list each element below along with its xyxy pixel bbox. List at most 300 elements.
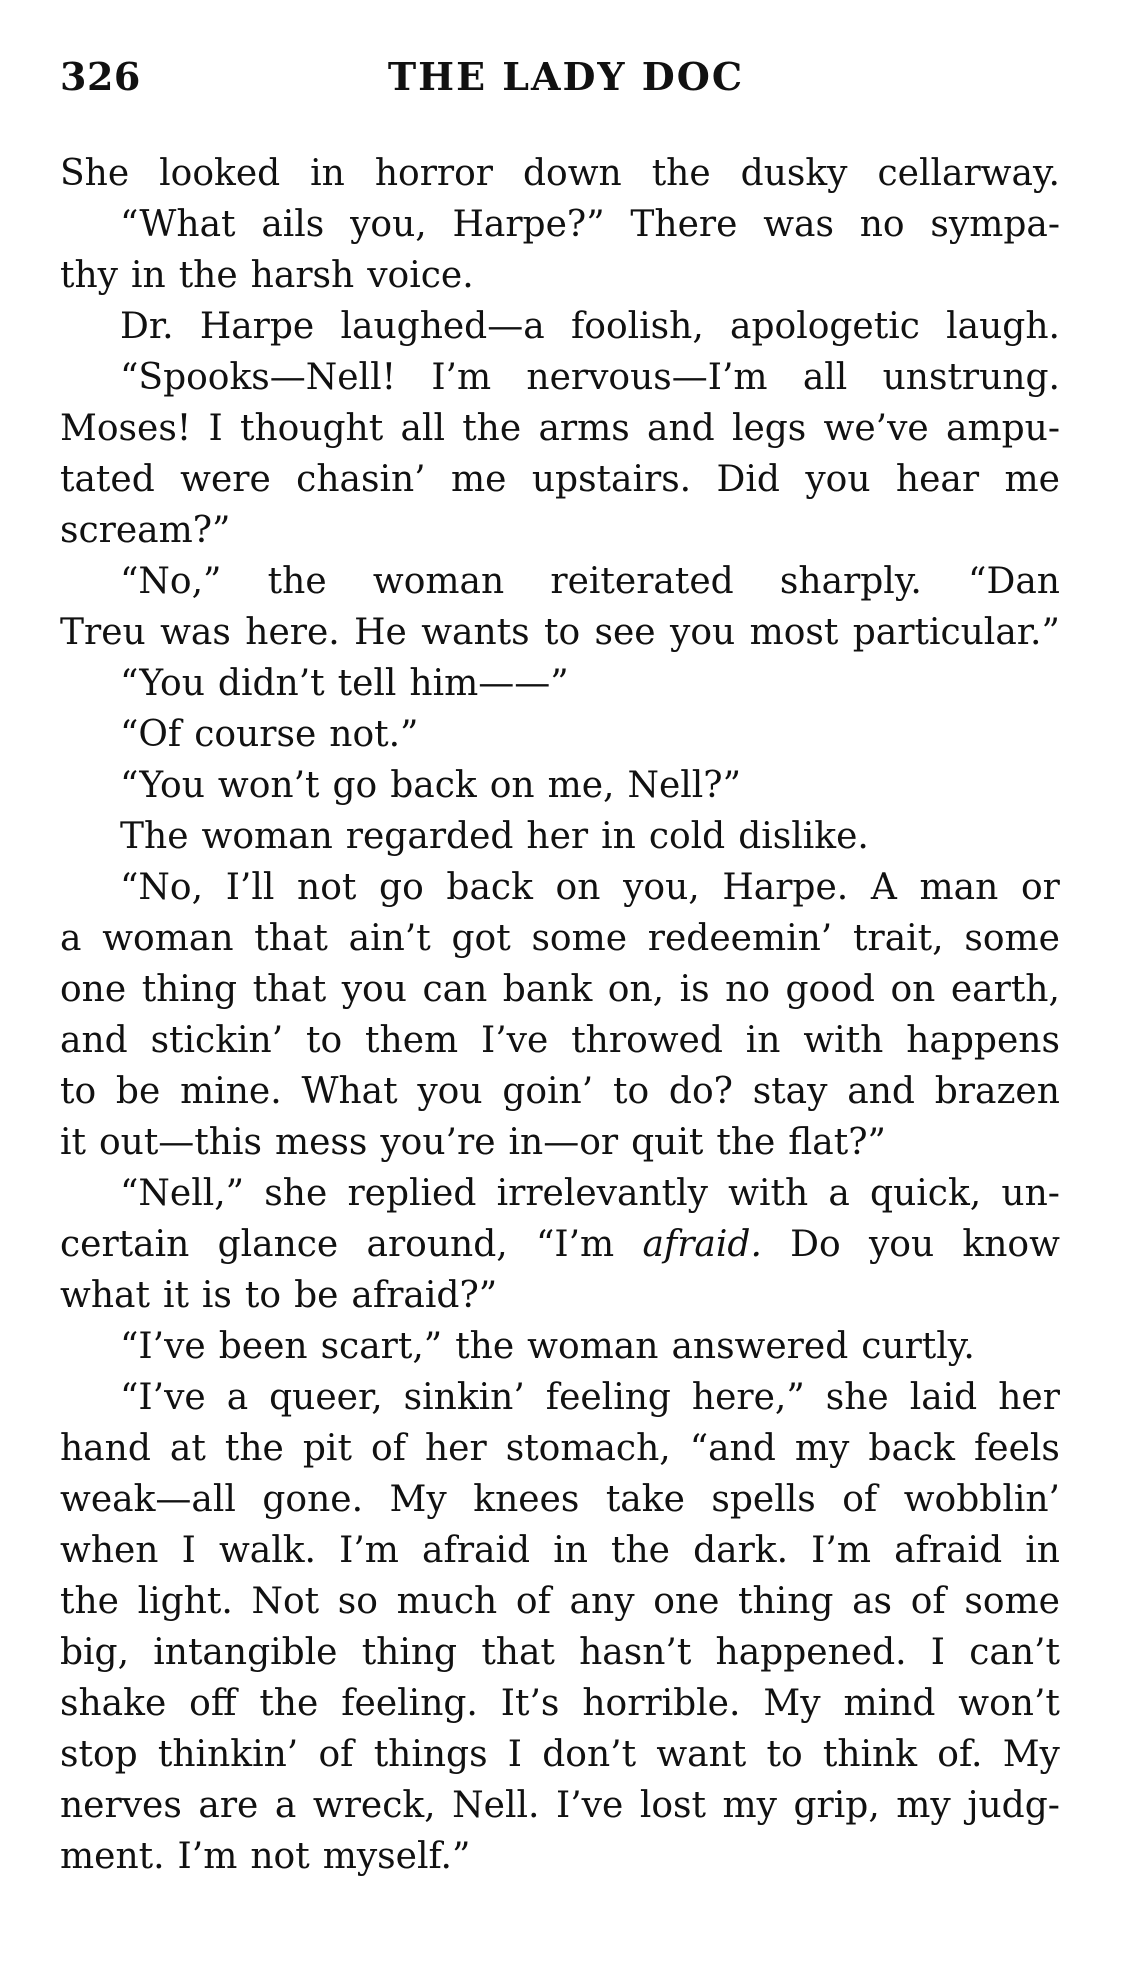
word: one: [653, 1581, 720, 1622]
word: stickin’: [150, 1020, 284, 1061]
word: much: [396, 1581, 498, 1622]
word: one: [60, 969, 127, 1010]
word: curtly.: [861, 1326, 975, 1367]
word: regarded: [345, 816, 514, 857]
word: Treu: [60, 612, 146, 653]
word: the: [224, 1428, 284, 1469]
text-line: [60, 556, 1060, 607]
word: sinkin’: [403, 1377, 525, 1418]
word: be: [294, 1275, 339, 1316]
word: horrible.: [582, 1683, 741, 1724]
text-line: [60, 760, 1060, 811]
word: Harpe: [199, 306, 315, 347]
word: a: [274, 1785, 297, 1826]
word: throwed: [571, 1020, 723, 1061]
word: legs: [731, 408, 807, 449]
word: thought: [240, 408, 384, 449]
word: quit: [631, 1122, 704, 1163]
word: trait,: [853, 918, 944, 959]
word: of: [910, 1581, 946, 1622]
word: and: [847, 1071, 915, 1112]
word: the: [611, 1530, 670, 1571]
body-text: [60, 148, 1060, 1882]
word: them: [365, 1020, 459, 1061]
word: laughed—a: [340, 306, 545, 347]
word: intangible: [153, 1632, 338, 1673]
word: queer,: [269, 1377, 383, 1418]
word: grip,: [793, 1785, 880, 1826]
word: goin’: [502, 1071, 594, 1112]
word: was: [763, 204, 834, 245]
text-line: [60, 1117, 1060, 1168]
word: afraid.: [642, 1224, 762, 1265]
word: voice.: [367, 255, 474, 296]
word: in: [310, 153, 345, 194]
word: mess: [274, 1122, 368, 1163]
word: “Spooks—Nell!: [120, 357, 397, 398]
word: stay: [752, 1071, 828, 1112]
word: ails: [261, 204, 325, 245]
word: shake: [60, 1683, 167, 1724]
word: to: [306, 1020, 343, 1061]
word: go: [332, 765, 378, 806]
word: woman: [102, 918, 234, 959]
word: thy: [60, 255, 118, 296]
word: can: [422, 969, 488, 1010]
word: go: [379, 867, 424, 908]
word: stop: [60, 1734, 138, 1775]
word: or: [1020, 867, 1060, 908]
word: in: [1025, 1530, 1060, 1571]
word: spells: [711, 1479, 816, 1520]
word: want: [656, 1734, 747, 1775]
word: tated: [60, 459, 155, 500]
word: of: [318, 1734, 354, 1775]
word: laugh.: [946, 306, 1060, 347]
word: dislike.: [738, 816, 869, 857]
word: some: [531, 918, 628, 959]
word: Moses!: [60, 408, 192, 449]
word: flat?”: [788, 1122, 886, 1163]
word: big,: [60, 1632, 130, 1673]
word: cellarway.: [877, 153, 1060, 194]
word: to: [544, 612, 581, 653]
text-line: [60, 1066, 1060, 1117]
word: hand: [60, 1428, 151, 1469]
text-line: [60, 1015, 1060, 1066]
word: chasin’: [296, 459, 426, 500]
word: feels: [973, 1428, 1060, 1469]
word: tell: [337, 663, 397, 704]
word: not: [297, 867, 357, 908]
word: my: [722, 1785, 777, 1826]
text-line: [60, 403, 1060, 454]
word: some: [964, 1581, 1060, 1622]
word: The: [120, 816, 189, 857]
text-line: [60, 1372, 1060, 1423]
word: of: [842, 1479, 878, 1520]
word: bank: [502, 969, 593, 1010]
word: thinkin’: [157, 1734, 299, 1775]
word: were: [180, 459, 271, 500]
text-line: [60, 454, 1060, 505]
word: certain: [60, 1224, 190, 1265]
word: you: [341, 969, 407, 1010]
word: Nell?”: [627, 765, 741, 806]
word: stomach,: [505, 1428, 671, 1469]
word: me: [1004, 459, 1060, 500]
word: man: [919, 867, 999, 908]
word: course: [194, 714, 317, 755]
text-line: [60, 199, 1060, 250]
word: pit: [302, 1428, 352, 1469]
word: foolish,: [570, 306, 704, 347]
word: she: [825, 1377, 889, 1418]
word: the: [60, 1581, 119, 1622]
word: I’ve: [481, 1020, 549, 1061]
word: feeling.: [341, 1683, 478, 1724]
word: as: [852, 1581, 893, 1622]
word: we’ve: [823, 408, 929, 449]
word: hasn’t: [579, 1632, 692, 1673]
word: “and: [689, 1428, 776, 1469]
word: Harpe.: [722, 867, 849, 908]
word: happens: [906, 1020, 1060, 1061]
word: all: [802, 357, 848, 398]
word: me: [451, 459, 507, 500]
word: my: [896, 1785, 951, 1826]
text-line: [60, 1474, 1060, 1525]
word: I: [930, 1632, 945, 1673]
word: the: [455, 1326, 515, 1367]
word: What: [301, 1071, 398, 1112]
word: wreck,: [312, 1785, 436, 1826]
word: I’m: [431, 357, 492, 398]
word: not.”: [329, 714, 419, 755]
word: A: [870, 867, 897, 908]
word: back: [868, 1428, 955, 1469]
word: in: [131, 255, 166, 296]
word: horror: [374, 153, 494, 194]
word: feeling: [545, 1377, 671, 1418]
word: been: [218, 1326, 308, 1367]
word: him——”: [409, 663, 569, 704]
word: nerves: [60, 1785, 182, 1826]
word: do?: [668, 1071, 733, 1112]
word: There: [630, 204, 738, 245]
word: to: [766, 1734, 803, 1775]
word: know: [962, 1224, 1060, 1265]
word: “You: [120, 663, 205, 704]
word: back: [446, 867, 533, 908]
word: the: [651, 153, 711, 194]
page-header: [60, 54, 1072, 110]
page-number: 326: [60, 54, 141, 99]
word: on: [890, 969, 936, 1010]
word: particular.”: [852, 612, 1060, 653]
word: woman: [527, 1326, 659, 1367]
word: it: [60, 1122, 86, 1163]
word: I’m: [339, 1530, 399, 1571]
word: on: [555, 867, 601, 908]
word: that: [254, 918, 328, 959]
word: wants: [421, 612, 530, 653]
word: Nell.: [452, 1785, 540, 1826]
word: thing: [141, 969, 238, 1010]
word: My: [389, 1479, 447, 1520]
word: un-: [1001, 1173, 1060, 1214]
text-line: [60, 1729, 1060, 1780]
word: won’t: [217, 765, 320, 806]
word: you: [670, 612, 736, 653]
word: and: [646, 408, 715, 449]
word: take: [605, 1479, 685, 1520]
word: I’ll: [225, 867, 275, 908]
word: irrelevantly: [496, 1173, 708, 1214]
text-line: [60, 1321, 1060, 1372]
word: unstrung.: [882, 357, 1060, 398]
word: the: [267, 561, 327, 602]
word: dark.: [693, 1530, 789, 1571]
word: “I’ve: [120, 1377, 206, 1418]
text-line: [60, 811, 1060, 862]
word: what: [60, 1275, 150, 1316]
word: wobblin’: [903, 1479, 1060, 1520]
word: “I’m: [535, 1224, 615, 1265]
text-line: [60, 1678, 1060, 1729]
running-head: THE LADY DOC: [387, 54, 745, 99]
word: ment.: [60, 1836, 165, 1877]
word: dusky: [740, 153, 848, 194]
word: Not: [251, 1581, 320, 1622]
word: judg-: [967, 1785, 1060, 1826]
word: of: [515, 1581, 551, 1622]
word: hear: [895, 459, 980, 500]
word: on,: [607, 969, 665, 1010]
word: “You: [120, 765, 205, 806]
word: afraid: [894, 1530, 1003, 1571]
text-line: [60, 964, 1060, 1015]
word: her: [526, 816, 589, 857]
word: harsh: [250, 255, 355, 296]
word: “Of: [120, 714, 182, 755]
word: you,: [623, 867, 700, 908]
word: “No,”: [120, 561, 222, 602]
word: “Dan: [968, 561, 1060, 602]
word: It’s: [500, 1683, 560, 1724]
word: no: [859, 204, 905, 245]
word: Harpe?”: [452, 204, 605, 245]
word: the: [178, 255, 238, 296]
word: be: [115, 1071, 161, 1112]
word: afraid: [422, 1530, 531, 1571]
word: woman: [201, 816, 333, 857]
word: “What: [120, 204, 236, 245]
word: to: [612, 1071, 650, 1112]
text-line: [60, 913, 1060, 964]
word: of: [370, 1428, 406, 1469]
word: is: [679, 969, 710, 1010]
word: see: [594, 612, 656, 653]
text-line: [60, 1576, 1060, 1627]
word: scream?”: [60, 510, 231, 551]
word: on: [489, 765, 535, 806]
text-line: [60, 301, 1060, 352]
word: weak—all: [60, 1479, 236, 1520]
word: He: [354, 612, 407, 653]
word: at: [169, 1428, 206, 1469]
word: brazen: [934, 1071, 1060, 1112]
word: off: [189, 1683, 237, 1724]
word: with: [728, 1173, 809, 1214]
word: laid: [909, 1377, 978, 1418]
word: lost: [639, 1785, 706, 1826]
word: cold: [648, 816, 726, 857]
word: upstairs.: [531, 459, 692, 500]
word: don’t: [542, 1734, 637, 1775]
word: I’m: [177, 1836, 238, 1877]
word: me,: [547, 765, 615, 806]
text-line: [60, 352, 1060, 403]
text-line: [60, 1168, 1060, 1219]
word: knees: [473, 1479, 580, 1520]
word: got: [451, 918, 511, 959]
word: you: [805, 459, 871, 500]
word: ampu-: [946, 408, 1060, 449]
word: to: [244, 1275, 282, 1316]
word: the: [462, 408, 522, 449]
text-line: [60, 607, 1060, 658]
word: a: [828, 1173, 850, 1214]
word: back: [390, 765, 477, 806]
word: of.: [937, 1734, 983, 1775]
word: a: [226, 1377, 249, 1418]
word: the: [716, 1122, 776, 1163]
word: redeemin’: [647, 918, 833, 959]
word: “Nell,”: [120, 1173, 245, 1214]
text-line: [60, 1627, 1060, 1678]
word: sympa-: [930, 204, 1060, 245]
text-line: [60, 1525, 1060, 1576]
word: here.: [245, 612, 340, 653]
word: that: [481, 1632, 555, 1673]
word: answered: [671, 1326, 849, 1367]
text-line: [60, 658, 1060, 709]
word: the: [259, 1683, 319, 1724]
word: Dr.: [120, 306, 174, 347]
text-line: [60, 250, 1060, 301]
word: reiterated: [550, 561, 734, 602]
text-line: [60, 1423, 1060, 1474]
word: some: [964, 918, 1060, 959]
text-line: [60, 1219, 1060, 1270]
text-line: [60, 709, 1060, 760]
word: didn’t: [217, 663, 325, 704]
word: a: [60, 918, 82, 959]
word: good: [785, 969, 875, 1010]
word: she: [264, 1173, 328, 1214]
word: and: [60, 1020, 128, 1061]
word: in—or: [508, 1122, 619, 1163]
word: out—this: [98, 1122, 262, 1163]
word: thing: [361, 1632, 458, 1673]
word: nervous—I’m: [526, 357, 768, 398]
word: you,: [350, 204, 427, 245]
word: in: [601, 816, 636, 857]
word: no: [725, 969, 770, 1010]
word: thing: [738, 1581, 834, 1622]
word: She: [60, 153, 130, 194]
word: I: [181, 1530, 196, 1571]
word: I: [208, 408, 223, 449]
word: so: [337, 1581, 378, 1622]
word: any: [569, 1581, 635, 1622]
text-line: [60, 1270, 1060, 1321]
word: I’m: [811, 1530, 871, 1571]
word: woman: [372, 561, 505, 602]
word: not: [250, 1836, 310, 1877]
word: glance: [217, 1224, 339, 1265]
word: when: [60, 1530, 159, 1571]
word: replied: [347, 1173, 477, 1214]
word: her: [424, 1428, 487, 1469]
word: is: [201, 1275, 232, 1316]
word: I: [507, 1734, 523, 1775]
word: earth,: [950, 969, 1060, 1010]
word: you: [417, 1071, 483, 1112]
word: you’re: [380, 1122, 496, 1163]
word: all: [400, 408, 445, 449]
word: mine.: [180, 1071, 282, 1112]
word: was: [160, 612, 231, 653]
word: apologetic: [730, 306, 920, 347]
word: My: [1002, 1734, 1060, 1775]
word: around,: [366, 1224, 508, 1265]
word: won’t: [958, 1683, 1060, 1724]
word: in: [553, 1530, 588, 1571]
word: mind: [843, 1683, 936, 1724]
word: afraid?”: [351, 1275, 498, 1316]
word: myself.”: [322, 1836, 471, 1877]
word: sharply.: [779, 561, 922, 602]
word: think: [822, 1734, 918, 1775]
word: light.: [137, 1581, 233, 1622]
text-line: [60, 1780, 1060, 1831]
word: My: [763, 1683, 821, 1724]
text-line: [60, 1831, 1060, 1882]
word: arms: [538, 408, 630, 449]
word: her: [998, 1377, 1060, 1418]
word: Do: [790, 1224, 841, 1265]
text-line: [60, 148, 1060, 199]
text-line: [60, 862, 1060, 913]
word: “I’ve: [120, 1326, 206, 1367]
word: that: [252, 969, 327, 1010]
word: Did: [716, 459, 780, 500]
word: things: [373, 1734, 488, 1775]
word: walk.: [218, 1530, 317, 1571]
word: you: [868, 1224, 935, 1265]
word: it: [162, 1275, 189, 1316]
word: here,”: [691, 1377, 805, 1418]
word: ain’t: [348, 918, 431, 959]
word: in: [745, 1020, 781, 1061]
word: to: [60, 1071, 97, 1112]
word: can’t: [969, 1632, 1060, 1673]
word: quick,: [870, 1173, 982, 1214]
word: looked: [159, 153, 281, 194]
word: most: [749, 612, 839, 653]
